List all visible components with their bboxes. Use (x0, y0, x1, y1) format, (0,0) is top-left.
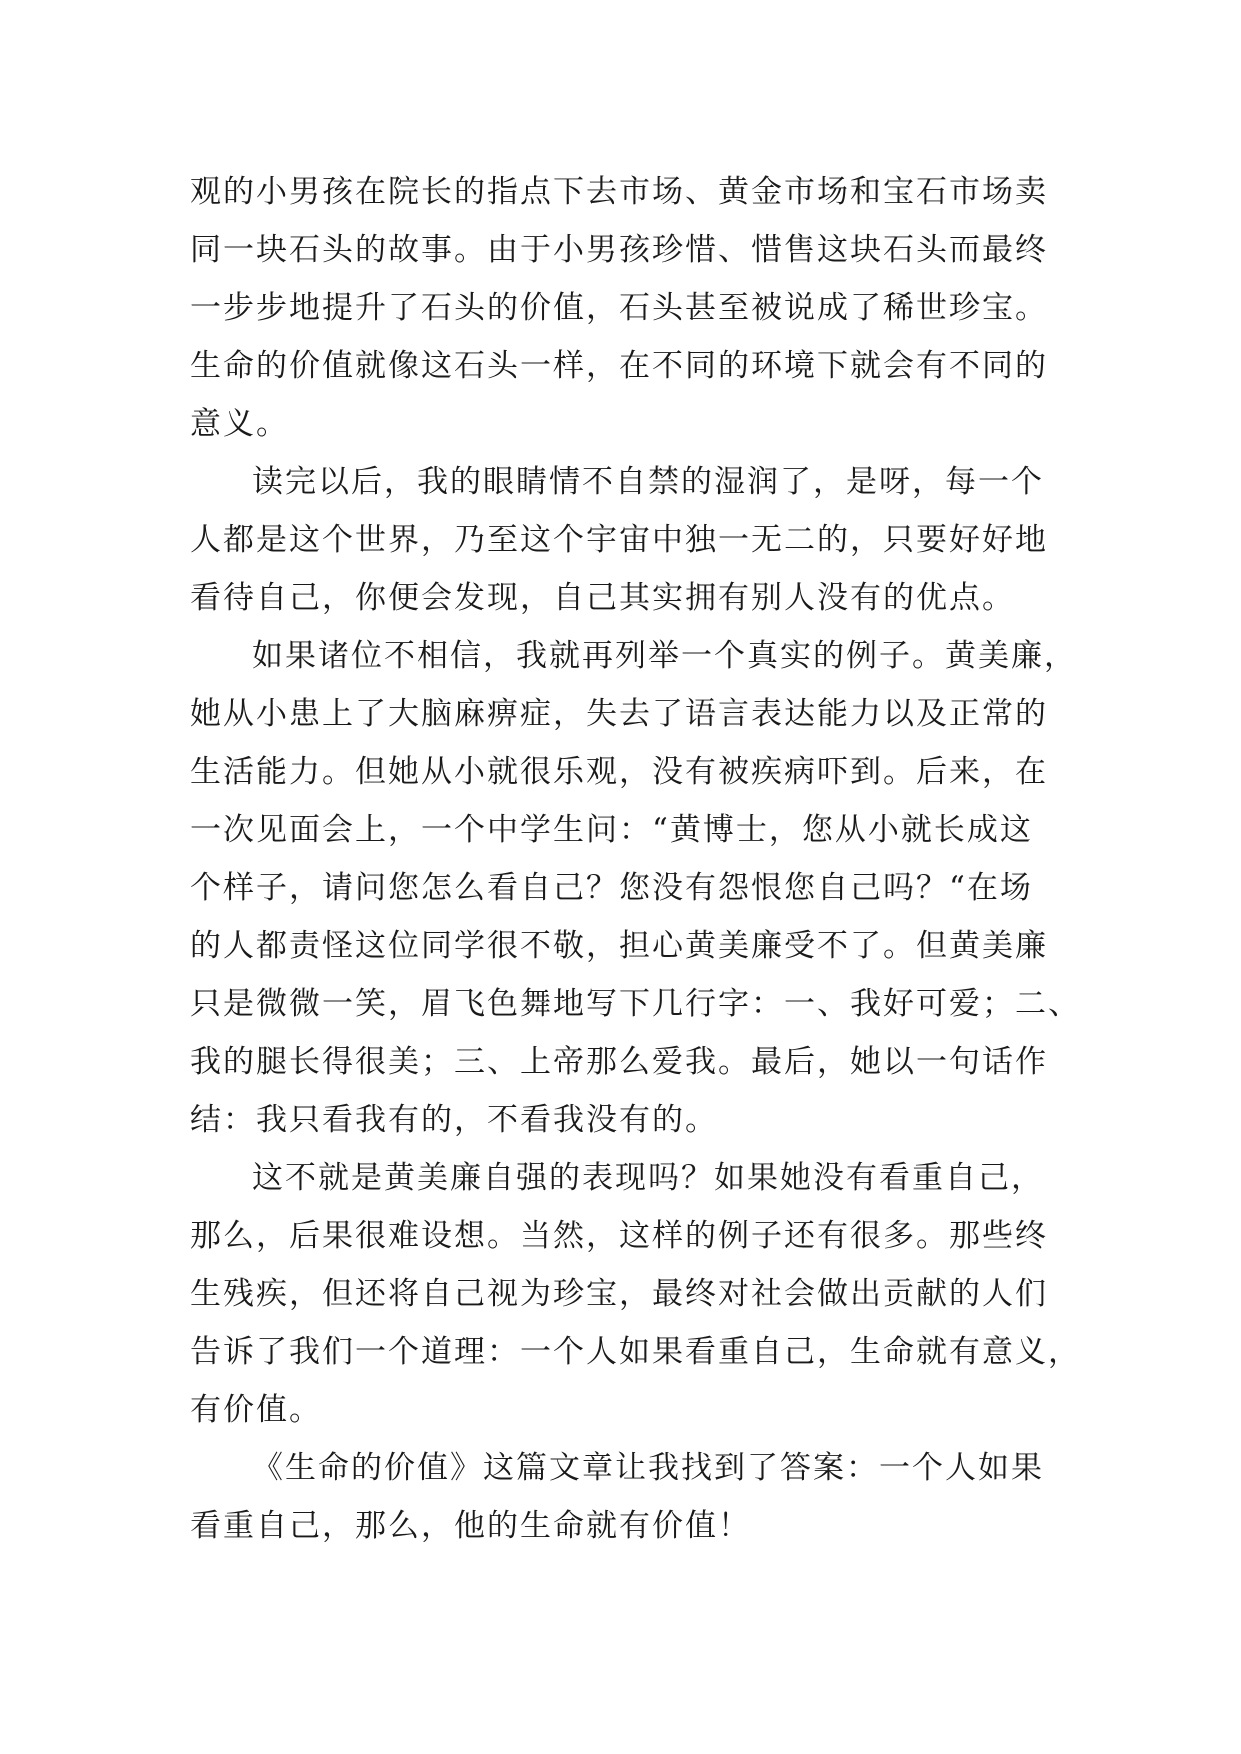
text-line: 人都是这个世界，乃至这个宇宙中独一无二的，只要好好地 (190, 522, 1048, 558)
text-line: 个样子，请问您怎么看自己？您没有怨恨您自己吗？“在场 (190, 870, 1033, 906)
text-line: 同一块石头的故事。由于小男孩珍惜、惜售这块石头而最终 (190, 232, 1048, 268)
text-line: 看重自己，那么，他的生命就有价值！ (190, 1508, 751, 1544)
paragraph (190, 163, 1060, 453)
text-line: 看待自己，你便会发现，自己其实拥有别人没有的优点。 (190, 580, 1015, 616)
text-line: 生命的价值就像这石头一样，在不同的环境下就会有不同的 (190, 348, 1048, 384)
text-line: 如果诸位不相信，我就再列举一个真实的例子。黄美廉， (252, 638, 1077, 674)
text-line: 读完以后，我的眼睛情不自禁的湿润了，是呀，每一个 (252, 464, 1044, 500)
text-line: 这不就是黄美廉自强的表现吗？如果她没有看重自己， (252, 1160, 1044, 1196)
text-line: 《生命的价值》这篇文章让我找到了答案：一个人如果 (252, 1450, 1044, 1486)
text-line: 她从小患上了大脑麻痹症，失去了语言表达能力以及正常的 (190, 696, 1048, 732)
text-line: 我的腿长得很美；三、上帝那么爱我。最后，她以一句话作 (190, 1044, 1048, 1080)
text-line: 那么，后果很难设想。当然，这样的例子还有很多。那些终 (190, 1218, 1048, 1254)
text-line: 生活能力。但她从小就很乐观，没有被疾病吓到。后来，在 (190, 754, 1048, 790)
text-line: 观的小男孩在院长的指点下去市场、黄金市场和宝石市场卖 (190, 174, 1048, 210)
text-line: 一次见面会上，一个中学生问：“黄博士，您从小就长成这 (190, 812, 1033, 848)
text-line: 有价值。 (190, 1392, 322, 1428)
paragraph (190, 1439, 1060, 1555)
paragraph (190, 627, 1081, 1149)
text-line: 告诉了我们一个道理：一个人如果看重自己，生命就有意义， (190, 1334, 1081, 1370)
text-line: 的人都责怪这位同学很不敬，担心黄美廉受不了。但黄美廉 (190, 928, 1048, 964)
text-line: 生残疾，但还将自己视为珍宝，最终对社会做出贡献的人们 (190, 1276, 1048, 1312)
text-line: 只是微微一笑，眉飞色舞地写下几行字：一、我好可爱；二、 (190, 986, 1081, 1022)
paragraph (190, 1149, 1081, 1439)
paragraph (190, 453, 1060, 627)
text-line: 结：我只看我有的，不看我没有的。 (190, 1102, 718, 1138)
text-line: 一步步地提升了石头的价值，石头甚至被说成了稀世珍宝。 (190, 290, 1048, 326)
text-line: 意义。 (190, 406, 289, 442)
document-body (190, 163, 1081, 1555)
